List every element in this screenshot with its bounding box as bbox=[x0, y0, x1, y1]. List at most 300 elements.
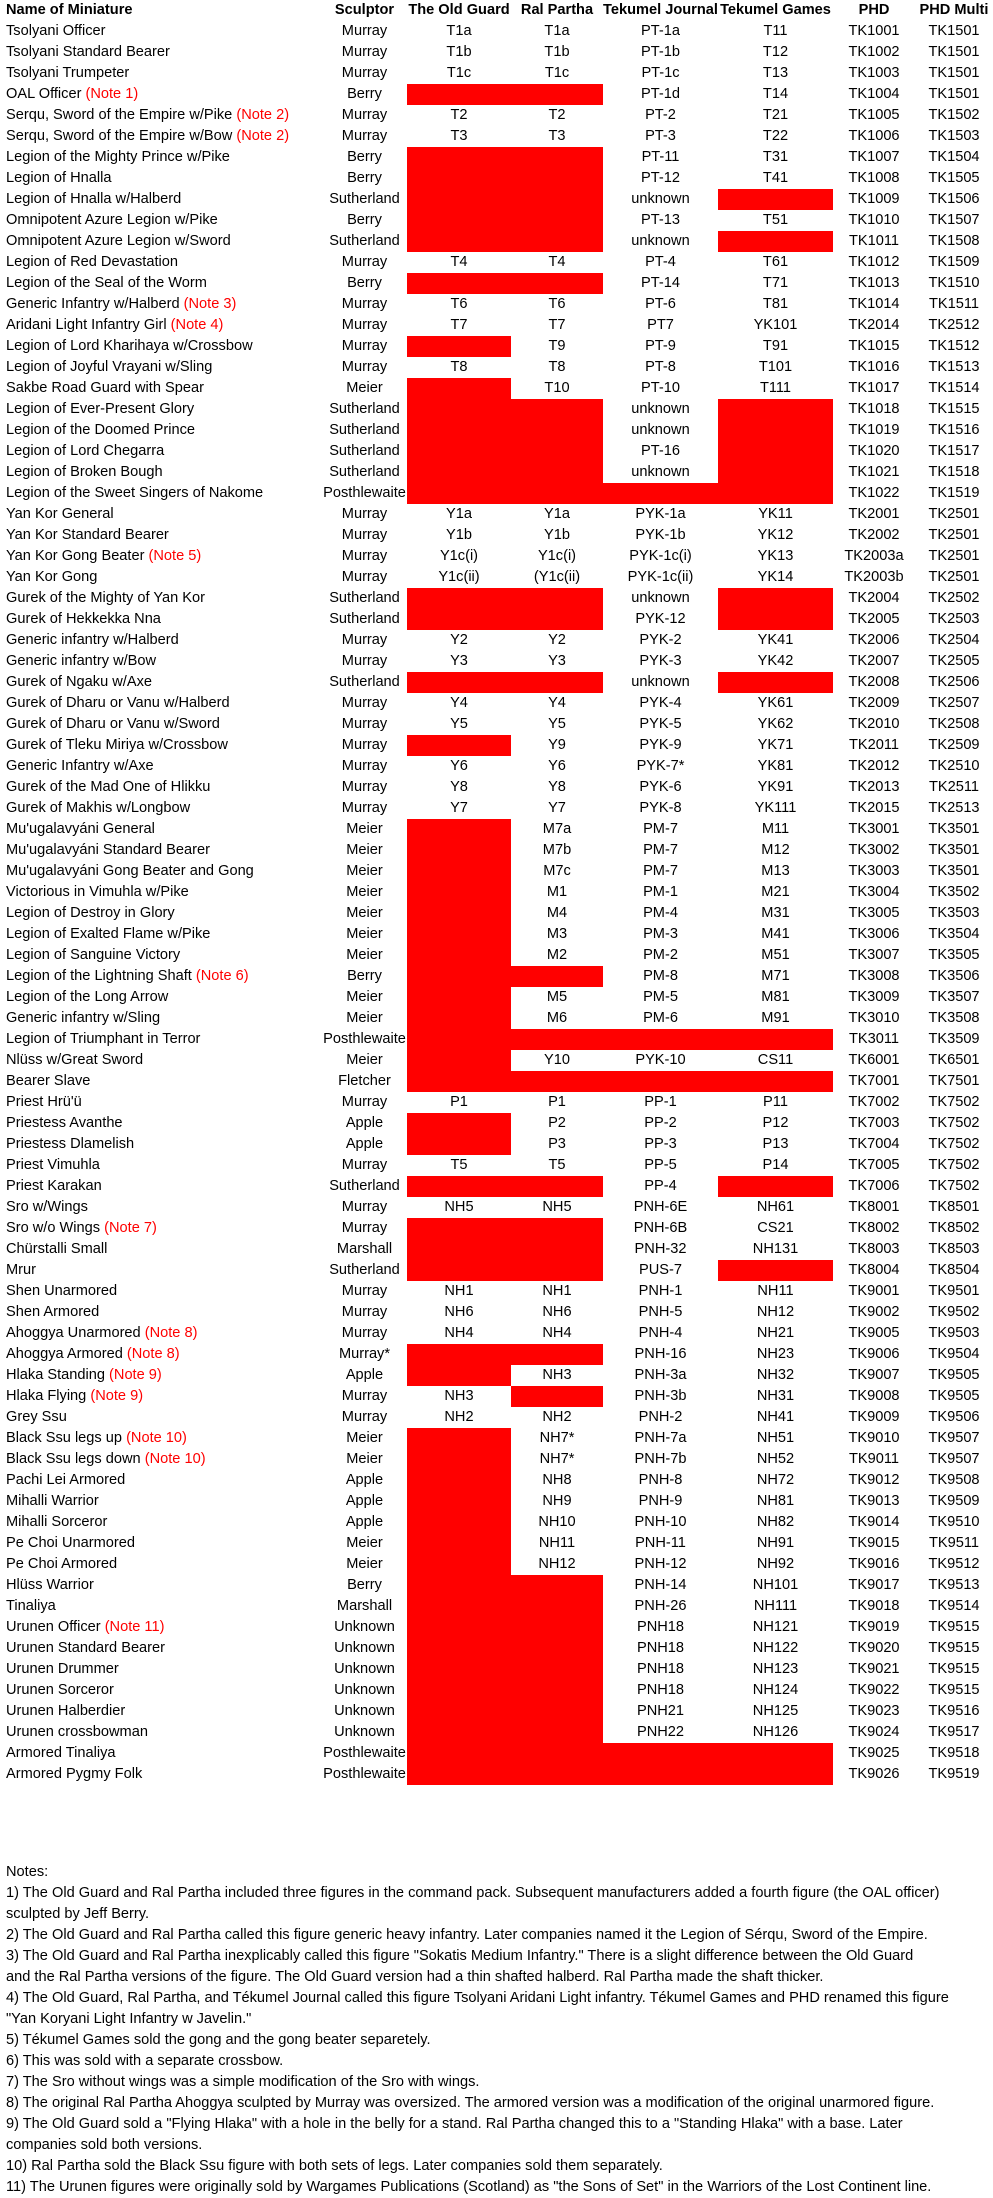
phd-multi-cell: TK3506 bbox=[928, 968, 980, 984]
old-guard-cell: NH1 bbox=[444, 1283, 474, 1299]
phd-cell: TK7002 bbox=[848, 1094, 900, 1110]
unavailable-cell bbox=[407, 588, 511, 609]
tekumel-journal-cell: PYK-10 bbox=[635, 1052, 686, 1068]
miniature-name bbox=[0, 1554, 322, 1575]
tekumel-games-cell: NH23 bbox=[756, 1346, 795, 1362]
phd-multi-cell: TK1514 bbox=[928, 380, 980, 396]
phd-multi-cell: TK8503 bbox=[928, 1241, 980, 1257]
tekumel-games-cell: NH123 bbox=[752, 1661, 799, 1677]
sculptor-cell: Murray bbox=[341, 317, 388, 333]
table-row bbox=[0, 1407, 993, 1428]
sculptor-cell: Meier bbox=[346, 1556, 383, 1572]
phd-multi-cell: TK9513 bbox=[928, 1577, 980, 1593]
miniature-name-text: Mihalli Sorceror bbox=[6, 1514, 108, 1530]
tekumel-journal-cell: PT-1a bbox=[641, 23, 680, 39]
unavailable-cell bbox=[407, 1617, 511, 1638]
phd-multi-cell: TK2505 bbox=[928, 653, 980, 669]
unavailable-cell bbox=[718, 1743, 833, 1764]
table-row bbox=[0, 1092, 993, 1113]
ral-partha-cell: NH1 bbox=[542, 1283, 572, 1299]
miniature-name-text: Mu'ugalavyáni Gong Beater and Gong bbox=[6, 863, 254, 879]
unavailable-cell bbox=[407, 168, 511, 189]
phd-multi-cell: TK1501 bbox=[928, 65, 980, 81]
miniature-name-text: Urunen crossbowman bbox=[6, 1724, 148, 1740]
tekumel-journal-cell: PP-4 bbox=[644, 1178, 677, 1194]
miniature-name-text: Grey Ssu bbox=[6, 1409, 67, 1425]
table-row bbox=[0, 1764, 993, 1785]
phd-cell: TK6001 bbox=[848, 1052, 900, 1068]
phd-multi-cell: TK3501 bbox=[928, 842, 980, 858]
phd-cell: TK9015 bbox=[848, 1535, 900, 1551]
table-row bbox=[0, 1554, 993, 1575]
miniature-name bbox=[0, 1722, 322, 1743]
sculptor-cell: Meier bbox=[346, 1430, 383, 1446]
note-line: 5) Tékumel Games sold the gong and the gong beater separetely. bbox=[6, 2032, 431, 2048]
tekumel-journal-cell: PNH18 bbox=[636, 1661, 685, 1677]
note-line: 4) The Old Guard, Ral Partha, and Tékumel Journal called this figure Tsolyani Aridani Light infantry. Tékumel Games and PHD renamed this figure bbox=[6, 1990, 949, 2006]
miniature-name-text: Urunen Sorceror bbox=[6, 1682, 114, 1698]
tekumel-games-cell: NH92 bbox=[756, 1556, 795, 1572]
ral-partha-cell: Y10 bbox=[544, 1052, 570, 1068]
miniature-name bbox=[0, 1344, 322, 1365]
miniature-name bbox=[0, 273, 322, 294]
unavailable-cell bbox=[511, 273, 603, 294]
unavailable-cell bbox=[511, 441, 603, 462]
tekumel-journal-cell: PM-4 bbox=[643, 905, 678, 921]
miniature-name-text: Legion of Lord Chegarra bbox=[6, 443, 165, 459]
old-guard-cell: Y1c(i) bbox=[439, 548, 479, 564]
tekumel-games-cell: M81 bbox=[761, 989, 790, 1005]
tekumel-journal-cell: PT-10 bbox=[641, 380, 680, 396]
miniature-name bbox=[0, 546, 322, 567]
table-row bbox=[0, 1260, 993, 1281]
phd-cell: TK1001 bbox=[848, 23, 900, 39]
table-row bbox=[0, 966, 993, 987]
miniature-name bbox=[0, 315, 322, 336]
ral-partha-cell: Y9 bbox=[548, 737, 566, 753]
sculptor-cell: Sutherland bbox=[329, 674, 400, 690]
ral-partha-cell: Y1b bbox=[544, 527, 570, 543]
ral-partha-cell: M7c bbox=[543, 863, 571, 879]
tekumel-games-cell: P13 bbox=[762, 1136, 789, 1152]
note-line: "Yan Koryani Light Infantry w Javelin." bbox=[6, 2011, 252, 2027]
note-reference: (Note 1) bbox=[85, 86, 139, 102]
miniature-name-text: Bearer Slave bbox=[6, 1073, 91, 1089]
unavailable-cell bbox=[407, 189, 511, 210]
unavailable-cell bbox=[511, 1764, 603, 1785]
unavailable-cell bbox=[511, 1029, 603, 1050]
unavailable-cell bbox=[718, 1764, 833, 1785]
unavailable-cell bbox=[407, 336, 511, 357]
table-row bbox=[0, 168, 993, 189]
tekumel-journal-cell: PT-3 bbox=[645, 128, 676, 144]
miniature-name bbox=[0, 567, 322, 588]
tekumel-journal-cell: unknown bbox=[631, 590, 690, 606]
miniature-name bbox=[0, 1365, 322, 1386]
sculptor-cell: Berry bbox=[347, 86, 382, 102]
miniature-name bbox=[0, 294, 322, 315]
tekumel-games-cell: T21 bbox=[762, 107, 789, 123]
sculptor-cell: Murray bbox=[341, 758, 388, 774]
phd-cell: TK2010 bbox=[848, 716, 900, 732]
tekumel-journal-cell: PNH18 bbox=[636, 1619, 685, 1635]
phd-multi-cell: TK1505 bbox=[928, 170, 980, 186]
phd-cell: TK3010 bbox=[848, 1010, 900, 1026]
sculptor-cell: Murray bbox=[341, 338, 388, 354]
tekumel-games-cell: T91 bbox=[762, 338, 789, 354]
sculptor-cell: Murray bbox=[341, 1199, 388, 1215]
note-reference: (Note 10) bbox=[126, 1430, 187, 1446]
sculptor-cell: Murray bbox=[341, 1409, 388, 1425]
unavailable-cell bbox=[511, 147, 603, 168]
phd-cell: TK9008 bbox=[848, 1388, 900, 1404]
sculptor-cell: Meier bbox=[346, 1451, 383, 1467]
sculptor-cell: Meier bbox=[346, 1535, 383, 1551]
table-row bbox=[0, 630, 993, 651]
sculptor-cell: Posthlewaite bbox=[323, 485, 406, 501]
tekumel-journal-cell: PUS-7 bbox=[639, 1262, 682, 1278]
ral-partha-cell: NH2 bbox=[542, 1409, 572, 1425]
tekumel-games-cell: YK14 bbox=[757, 569, 794, 585]
miniature-name-text: Black Ssu legs down bbox=[6, 1451, 145, 1467]
table-row bbox=[0, 1302, 993, 1323]
phd-multi-cell: TK1511 bbox=[928, 296, 980, 312]
unavailable-cell bbox=[511, 462, 603, 483]
unavailable-cell bbox=[511, 588, 603, 609]
tekumel-journal-cell: PNH22 bbox=[636, 1724, 685, 1740]
phd-multi-cell: TK9505 bbox=[928, 1367, 980, 1383]
ral-partha-cell: M2 bbox=[546, 947, 568, 963]
note-line: 1) The Old Guard and Ral Partha included three figures in the command pack. Subsequent manufacturers added a fourth figure (the OAL officer) bbox=[6, 1885, 940, 1901]
phd-cell: TK1016 bbox=[848, 359, 900, 375]
miniature-name bbox=[0, 903, 322, 924]
phd-multi-cell: TK9515 bbox=[928, 1661, 980, 1677]
tekumel-games-cell: YK13 bbox=[757, 548, 794, 564]
phd-multi-cell: TK8501 bbox=[928, 1199, 980, 1215]
sculptor-cell: Murray bbox=[341, 632, 388, 648]
miniature-name-text: Serqu, Sword of the Empire w/Bow bbox=[6, 128, 237, 144]
unavailable-cell bbox=[407, 1512, 511, 1533]
phd-multi-cell: TK1506 bbox=[928, 191, 980, 207]
unavailable-cell bbox=[407, 1050, 511, 1071]
table-row bbox=[0, 315, 993, 336]
unavailable-cell bbox=[511, 1071, 603, 1092]
sculptor-cell: Murray bbox=[341, 1304, 388, 1320]
miniature-name-text: Urunen Standard Bearer bbox=[6, 1640, 166, 1656]
miniature-name bbox=[0, 483, 322, 504]
sculptor-cell: Meier bbox=[346, 1010, 383, 1026]
table-row bbox=[0, 567, 993, 588]
phd-cell: TK1003 bbox=[848, 65, 900, 81]
miniature-name bbox=[0, 819, 322, 840]
tekumel-games-cell: NH124 bbox=[752, 1682, 799, 1698]
old-guard-cell: NH3 bbox=[444, 1388, 474, 1404]
phd-multi-cell: TK9502 bbox=[928, 1304, 980, 1320]
tekumel-games-cell: T12 bbox=[762, 44, 789, 60]
miniature-name bbox=[0, 1659, 322, 1680]
unavailable-cell bbox=[718, 231, 833, 252]
phd-cell: TK1017 bbox=[848, 380, 900, 396]
tekumel-journal-cell: PNH18 bbox=[636, 1640, 685, 1656]
miniature-name bbox=[0, 126, 322, 147]
sculptor-cell: Meier bbox=[346, 863, 383, 879]
miniature-name bbox=[0, 1197, 322, 1218]
phd-multi-cell: TK1517 bbox=[928, 443, 980, 459]
miniature-name-text: Gurek of Makhis w/Longbow bbox=[6, 800, 191, 816]
miniature-name bbox=[0, 1155, 322, 1176]
tekumel-journal-cell: PYK-4 bbox=[639, 695, 682, 711]
tekumel-games-cell: M31 bbox=[761, 905, 790, 921]
miniature-name bbox=[0, 1113, 322, 1134]
table-row bbox=[0, 798, 993, 819]
sculptor-cell: Murray bbox=[341, 23, 388, 39]
tekumel-journal-cell: PYK-1b bbox=[635, 527, 686, 543]
sculptor-cell: Meier bbox=[346, 842, 383, 858]
phd-cell: TK3007 bbox=[848, 947, 900, 963]
phd-multi-cell: TK3502 bbox=[928, 884, 980, 900]
miniature-name-text: Priest Hrü'ü bbox=[6, 1094, 82, 1110]
phd-multi-cell: TK9510 bbox=[928, 1514, 980, 1530]
tekumel-journal-cell: PNH-2 bbox=[638, 1409, 683, 1425]
tekumel-journal-cell: PM-7 bbox=[643, 863, 678, 879]
phd-cell: TK9025 bbox=[848, 1745, 900, 1761]
phd-multi-cell: TK9504 bbox=[928, 1346, 980, 1362]
miniature-name-text: Shen Armored bbox=[6, 1304, 100, 1320]
phd-multi-cell: TK2501 bbox=[928, 527, 980, 543]
header-ral-partha: Ral Partha bbox=[520, 2, 594, 18]
note-reference: (Note 3) bbox=[183, 296, 237, 312]
table-row bbox=[0, 378, 993, 399]
ral-partha-cell: M1 bbox=[546, 884, 568, 900]
sculptor-cell: Murray bbox=[341, 1094, 388, 1110]
note-reference: (Note 9) bbox=[90, 1388, 144, 1404]
phd-multi-cell: TK9514 bbox=[928, 1598, 980, 1614]
note-line: 3) The Old Guard and Ral Partha inexplicably called this figure "Sokatis Medium Infantry." There is a slight difference between the Old Guard bbox=[6, 1948, 914, 1964]
note-line: 10) Ral Partha sold the Black Ssu figure with both sets of legs. Later companies sold them separately. bbox=[6, 2158, 663, 2174]
miniature-name bbox=[0, 1512, 322, 1533]
unavailable-cell bbox=[718, 588, 833, 609]
unavailable-cell bbox=[511, 1701, 603, 1722]
miniature-name bbox=[0, 378, 322, 399]
table-row bbox=[0, 357, 993, 378]
ral-partha-cell: T2 bbox=[548, 107, 566, 123]
miniature-name-text: Gurek of the Mighty of Yan Kor bbox=[6, 590, 206, 606]
sculptor-cell: Meier bbox=[346, 989, 383, 1005]
note-reference: (Note 4) bbox=[170, 317, 224, 333]
unavailable-cell bbox=[407, 462, 511, 483]
sculptor-cell: Posthlewaite bbox=[323, 1745, 406, 1761]
unavailable-cell bbox=[407, 1575, 511, 1596]
miniature-name-text: Ahoggya Unarmored bbox=[6, 1325, 145, 1341]
sculptor-cell: Sutherland bbox=[329, 611, 400, 627]
phd-multi-cell: TK1516 bbox=[928, 422, 980, 438]
tekumel-journal-cell: unknown bbox=[631, 233, 690, 249]
phd-cell: TK3002 bbox=[848, 842, 900, 858]
sculptor-cell: Murray bbox=[341, 128, 388, 144]
phd-cell: TK9010 bbox=[848, 1430, 900, 1446]
tekumel-games-cell: T101 bbox=[758, 359, 793, 375]
old-guard-cell: T6 bbox=[450, 296, 468, 312]
miniature-name bbox=[0, 966, 322, 987]
phd-multi-cell: TK7502 bbox=[928, 1094, 980, 1110]
phd-multi-cell: TK3501 bbox=[928, 863, 980, 879]
tekumel-journal-cell: PP-1 bbox=[644, 1094, 677, 1110]
phd-multi-cell: TK9515 bbox=[928, 1682, 980, 1698]
sculptor-cell: Apple bbox=[345, 1136, 384, 1152]
tekumel-journal-cell: PYK-9 bbox=[639, 737, 682, 753]
miniature-name bbox=[0, 210, 322, 231]
phd-cell: TK2001 bbox=[848, 506, 900, 522]
miniature-name bbox=[0, 504, 322, 525]
phd-multi-cell: TK2512 bbox=[928, 317, 980, 333]
phd-cell: TK9026 bbox=[848, 1766, 900, 1782]
tekumel-games-cell: T61 bbox=[762, 254, 789, 270]
table-row bbox=[0, 903, 993, 924]
note-line: and the Ral Partha versions of the figure. The Old Guard version had a thin shafted halberd. Ral Partha made the shaft thicker. bbox=[6, 1969, 824, 1985]
miniature-name bbox=[0, 945, 322, 966]
ral-partha-cell: T10 bbox=[544, 380, 570, 396]
table-row bbox=[0, 777, 993, 798]
ral-partha-cell: T3 bbox=[548, 128, 566, 144]
unavailable-cell bbox=[407, 1596, 511, 1617]
phd-multi-cell: TK9508 bbox=[928, 1472, 980, 1488]
tekumel-games-cell: YK71 bbox=[757, 737, 794, 753]
unavailable-cell bbox=[511, 1386, 603, 1407]
table-row bbox=[0, 1470, 993, 1491]
unavailable-cell bbox=[407, 945, 511, 966]
table-row bbox=[0, 126, 993, 147]
unavailable-cell bbox=[407, 1365, 511, 1386]
ral-partha-cell: Y7 bbox=[548, 800, 566, 816]
unavailable-cell bbox=[407, 1071, 511, 1092]
miniature-name bbox=[0, 84, 322, 105]
table-row bbox=[0, 294, 993, 315]
header-phd-multi: PHD Multi bbox=[919, 2, 989, 18]
ral-partha-cell: M4 bbox=[546, 905, 568, 921]
old-guard-cell: T8 bbox=[450, 359, 468, 375]
phd-cell: TK2014 bbox=[848, 317, 900, 333]
ral-partha-cell: Y1a bbox=[544, 506, 570, 522]
ral-partha-cell: T4 bbox=[548, 254, 566, 270]
miniature-name-text: Legion of Destroy in Glory bbox=[6, 905, 175, 921]
tekumel-journal-cell: unknown bbox=[631, 191, 690, 207]
miniature-name-text: Yan Kor Standard Bearer bbox=[6, 527, 169, 543]
table-row bbox=[0, 252, 993, 273]
miniature-name-text: Priestess Avanthe bbox=[6, 1115, 123, 1131]
phd-cell: TK2011 bbox=[848, 737, 900, 753]
note-line: companies sold both versions. bbox=[6, 2137, 203, 2153]
tekumel-journal-cell: PYK-2 bbox=[639, 632, 682, 648]
unavailable-cell bbox=[407, 210, 511, 231]
phd-cell: TK1022 bbox=[848, 485, 900, 501]
tekumel-games-cell: CS21 bbox=[757, 1220, 794, 1236]
miniature-name bbox=[0, 693, 322, 714]
sculptor-cell: Murray bbox=[341, 548, 388, 564]
tekumel-journal-cell: PM-2 bbox=[643, 947, 678, 963]
phd-cell: TK1007 bbox=[848, 149, 900, 165]
ral-partha-cell: T1b bbox=[544, 44, 570, 60]
miniature-name bbox=[0, 1134, 322, 1155]
tekumel-journal-cell: PT-1b bbox=[641, 44, 680, 60]
unavailable-cell bbox=[407, 966, 511, 987]
miniature-name-text: Legion of the Sweet Singers of Nakome bbox=[6, 485, 264, 501]
tekumel-games-cell: YK101 bbox=[753, 317, 798, 333]
table-row bbox=[0, 1449, 993, 1470]
tekumel-journal-cell: PM-7 bbox=[643, 842, 678, 858]
table-row bbox=[0, 1596, 993, 1617]
ral-partha-cell: Y6 bbox=[548, 758, 566, 774]
phd-cell: TK1014 bbox=[848, 296, 900, 312]
sculptor-cell: Meier bbox=[346, 947, 383, 963]
tekumel-journal-cell: PNH-11 bbox=[635, 1535, 686, 1551]
sculptor-cell: Sutherland bbox=[329, 464, 400, 480]
miniature-name-text: Shen Unarmored bbox=[6, 1283, 118, 1299]
phd-cell: TK1008 bbox=[848, 170, 900, 186]
ral-partha-cell: NH12 bbox=[538, 1556, 576, 1572]
unavailable-cell bbox=[511, 231, 603, 252]
miniature-name-text: Pachi Lei Armored bbox=[6, 1472, 126, 1488]
table-row bbox=[0, 273, 993, 294]
old-guard-cell: Y1b bbox=[446, 527, 472, 543]
ral-partha-cell: M6 bbox=[546, 1010, 568, 1026]
miniature-name-text: Priest Vimuhla bbox=[6, 1157, 100, 1173]
unavailable-cell bbox=[603, 1029, 718, 1050]
sculptor-cell: Apple bbox=[345, 1472, 384, 1488]
table-row bbox=[0, 1134, 993, 1155]
phd-multi-cell: TK9503 bbox=[928, 1325, 980, 1341]
unavailable-cell bbox=[718, 1029, 833, 1050]
sculptor-cell: Unknown bbox=[334, 1640, 395, 1656]
old-guard-cell: T1b bbox=[446, 44, 472, 60]
tekumel-journal-cell: PP-2 bbox=[644, 1115, 677, 1131]
old-guard-cell: Y5 bbox=[450, 716, 468, 732]
miniature-name bbox=[0, 147, 322, 168]
phd-cell: TK2006 bbox=[848, 632, 900, 648]
tekumel-games-cell: T41 bbox=[762, 170, 789, 186]
sculptor-cell: Murray bbox=[341, 1157, 388, 1173]
phd-multi-cell: TK9501 bbox=[928, 1283, 980, 1299]
unavailable-cell bbox=[407, 1680, 511, 1701]
old-guard-cell: T5 bbox=[450, 1157, 468, 1173]
unavailable-cell bbox=[407, 1638, 511, 1659]
tekumel-journal-cell: PT7 bbox=[647, 317, 674, 333]
unavailable-cell bbox=[511, 1743, 603, 1764]
sculptor-cell: Murray bbox=[341, 569, 388, 585]
old-guard-cell: Y7 bbox=[450, 800, 468, 816]
table-row bbox=[0, 924, 993, 945]
note-line: 11) The Urunen figures were originally sold by Wargames Publications (Scotland) as "the Sons of Set" in the Warriors of the Lost Continent line. bbox=[6, 2179, 932, 2195]
tekumel-journal-cell: unknown bbox=[631, 674, 690, 690]
tekumel-games-cell: M21 bbox=[761, 884, 790, 900]
ral-partha-cell: M7b bbox=[542, 842, 572, 858]
unavailable-cell bbox=[407, 903, 511, 924]
note-line: 7) The Sro without wings was a simple modification of the Sro with wings. bbox=[6, 2074, 480, 2090]
table-row bbox=[0, 1218, 993, 1239]
unavailable-cell bbox=[603, 1071, 718, 1092]
ral-partha-cell: T8 bbox=[548, 359, 566, 375]
sculptor-cell: Sutherland bbox=[329, 443, 400, 459]
unavailable-cell bbox=[511, 1575, 603, 1596]
miniature-name bbox=[0, 168, 322, 189]
miniature-name-text: Tsolyani Standard Bearer bbox=[6, 44, 170, 60]
phd-cell: TK1004 bbox=[848, 86, 900, 102]
table-row bbox=[0, 1008, 993, 1029]
miniature-name-text: OAL Officer bbox=[6, 86, 86, 102]
old-guard-cell: Y1a bbox=[446, 506, 472, 522]
tekumel-journal-cell: PYK-12 bbox=[635, 611, 686, 627]
phd-multi-cell: TK8502 bbox=[928, 1220, 980, 1236]
tekumel-journal-cell: PNH-26 bbox=[634, 1598, 687, 1614]
